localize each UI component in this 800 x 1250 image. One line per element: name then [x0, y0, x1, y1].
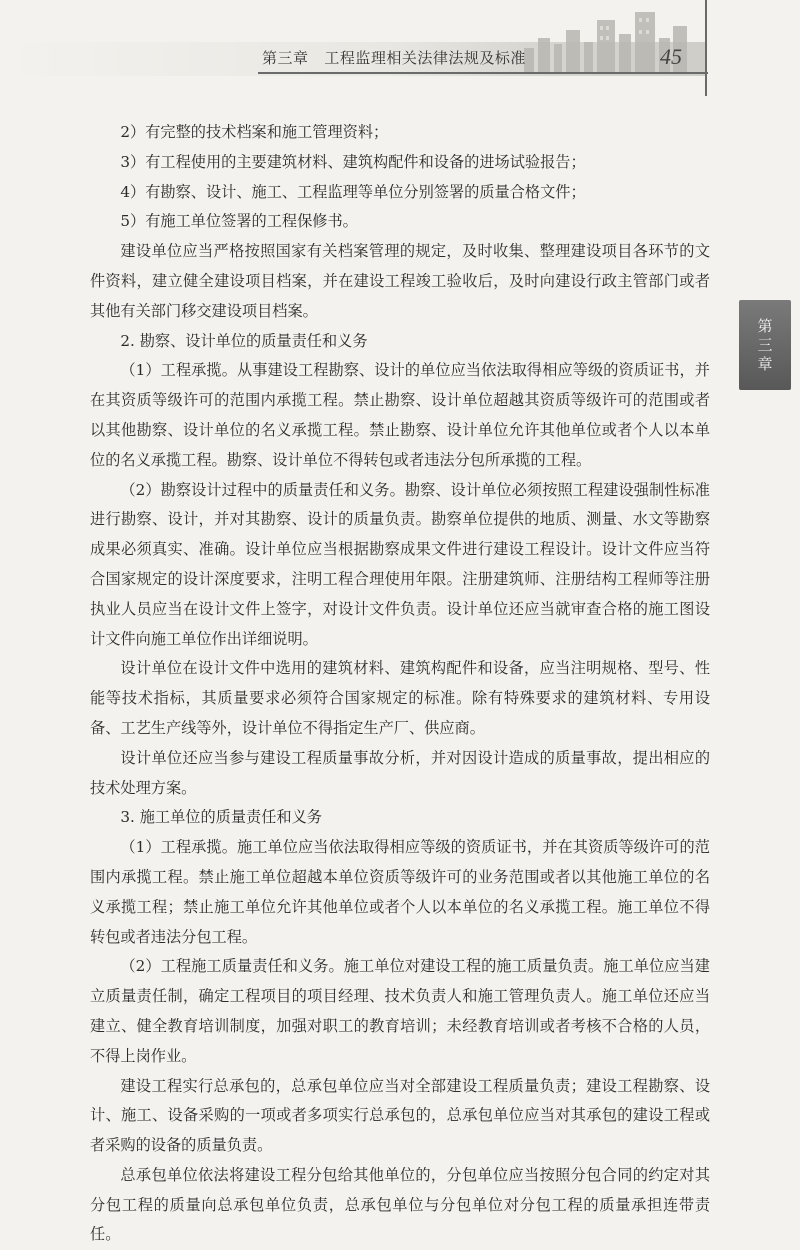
paragraph-3-4: 总承包单位依法将建设工程分包给其他单位的，分包单位应当按照分包合同的约定对其分包工程的质量向总承包单位负责，总承包单位与分包单位对分包工程的质量承担连带责任。: [90, 1165, 710, 1244]
paragraph-archive: 建设单位应当严格按照国家有关档案管理的规定，及时收集、整理建设项目各环节的文件资料，建立健全建设项目档案，并在建设工程竣工验收后，及时向建设行政主管部门或者其他有关部门移交建设项目档案。: [90, 242, 710, 320]
header-rule: [258, 72, 708, 74]
paragraph-3-2: （2）工程施工质量责任和义务。施工单位对建设工程的施工质量负责。施工单位应当建立质量责任制，确定工程项目的项目经理、技术负责人和施工管理负责人。施工单位还应当建立、健全教育培训制度，加强对职工的教育培训；未经教育培训或者考核不合格的人员，不得上岗作业。: [90, 957, 710, 1065]
chapter-side-tab-label: 第三章: [755, 317, 774, 375]
list-item: 5）有施工单位签署的工程保修书。: [120, 212, 358, 231]
paragraph-2-1: （1）工程承揽。从事建设工程勘察、设计的单位应当依法取得相应等级的资质证书，并在其资质等级许可的范围内承揽工程。禁止勘察、设计单位超越其资质等级许可的范围或者以其他勘察、设计单位的名义承揽工程。禁止勘察、设计单位允许其他单位或者个人以本单位的名义承揽工程。勘察、设计单位不得转包或者违法分包所承揽的工程。: [90, 361, 710, 469]
page-number: 45: [660, 44, 682, 69]
list-item: 4）有勘察、设计、施工、工程监理等单位分别签署的质量合格文件；: [120, 182, 586, 201]
section-heading-2: 2. 勘察、设计单位的质量责任和义务: [120, 331, 368, 350]
list-item: 2）有完整的技术档案和施工管理资料；: [120, 123, 389, 141]
header-title-text: 工程监理相关法律法规及标准: [324, 49, 526, 67]
paragraph-3-1: （1）工程承揽。施工单位应当依法取得相应等级的资质证书，并在其资质等级许可的范围内承揽工程。禁止施工单位超越本单位资质等级许可的业务范围或者以其他施工单位的名义承揽工程；禁止施工单位允许其他单位或者个人以本单位的名义承揽工程。施工单位不得转包或者违法分包工程。: [90, 838, 710, 946]
paragraph-3-3: 建设工程实行总承包的，总承包单位应当对全部建设工程质量负责；建设工程勘察、设计、施工、设备采购的一项或者多项实行总承包的，总承包单位应当对其承包的建设工程或者采购的设备的质量负责。: [90, 1076, 710, 1155]
body-text: [90, 118, 710, 1250]
paragraph-2-4: 设计单位还应当参与建设工程质量事故分析，并对因设计造成的质量事故，提出相应的技术处理方案。: [90, 748, 710, 797]
paragraph-2-2: （2）勘察设计过程中的质量责任和义务。勘察、设计单位必须按照工程建设强制性标准进行勘察、设计，并对其勘察、设计的质量负责。勘察单位提供的地质、测量、水文等勘察成果必须真实、准确。设计单位应当根据勘察成果文件进行建设工程设计。设计文件应当符合国家规定的设计深度要求，注明工程合理使用年限。注册建筑师、注册结构工程师等注册执业人员应当在设计文件上签字，对设计文件负责。设计单位还应当就审查合格的施工图设计文件向施工单位作出详细说明。: [90, 480, 710, 648]
header-vertical-rule: [705, 0, 707, 96]
list-item: 3）有工程使用的主要建筑材料、建筑构配件和设备的进场试验报告；: [120, 152, 586, 171]
chapter-side-tab: [739, 300, 791, 390]
header-chapter: 第三章: [262, 49, 309, 67]
running-header-title: [262, 47, 526, 68]
paragraph-2-3: 设计单位在设计文件中选用的建筑材料、建筑构配件和设备，应当注明规格、型号、性能等技术指标，其质量要求必须符合国家规定的标准。除有特殊要求的建筑材料、专用设备、工艺生产线等外，设计单位不得指定生产厂、供应商。: [90, 659, 710, 737]
section-heading-3: 3. 施工单位的质量责任和义务: [120, 808, 322, 827]
